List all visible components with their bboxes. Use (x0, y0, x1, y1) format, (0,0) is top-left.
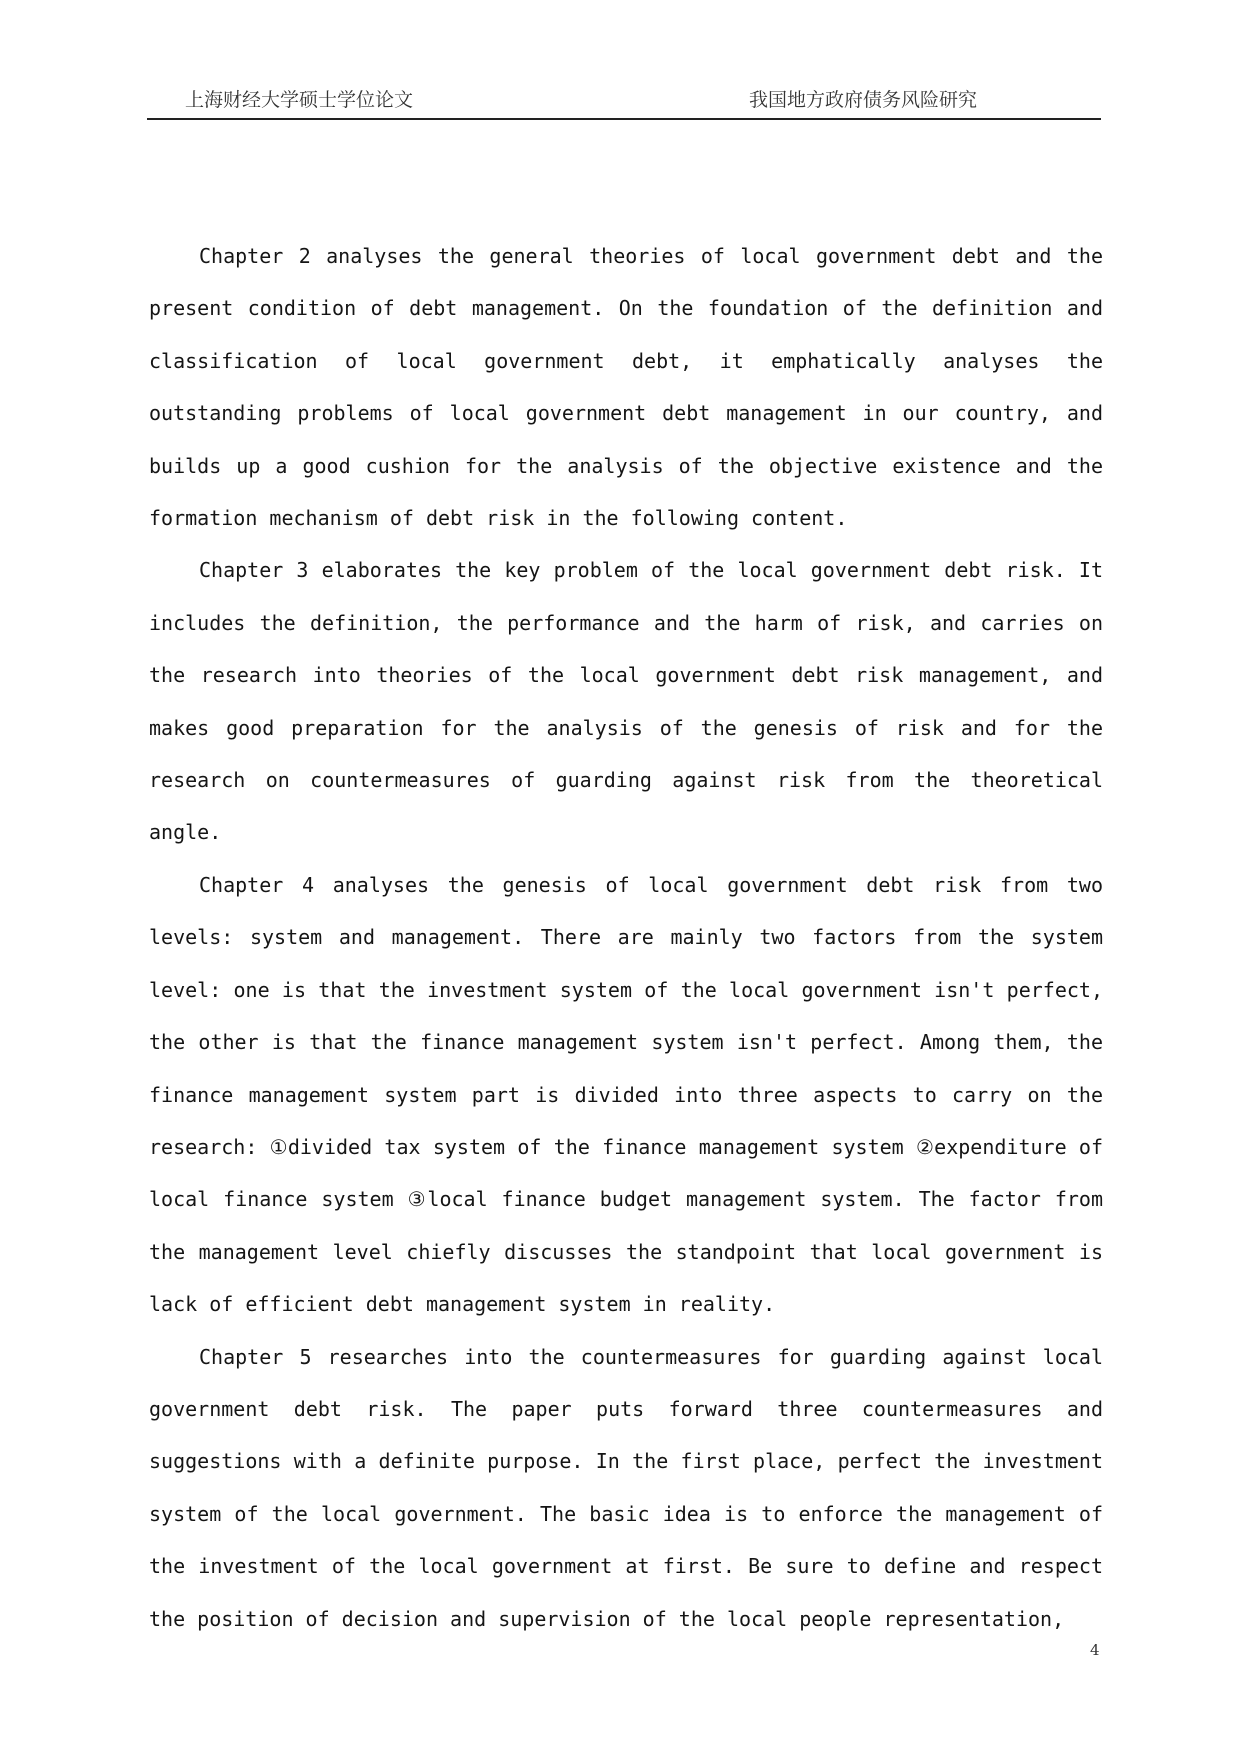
paragraph-chapter-2: Chapter 2 analyses the general theories of local government debt and the present condition of debt management. On the foundation of the definition and classification of local government debt, it emphatically analyses the outstanding problems of local government debt management in our country, and builds up a good cushion for the analysis of the objective existence and the formation mechanism of debt risk in the following content. (149, 244, 1103, 531)
page-number: 4 (1090, 1641, 1100, 1659)
paragraph-chapter-5: Chapter 5 researches into the countermeasures for guarding against local government debt risk. The paper puts forward three countermeasures and suggestions with a definite purpose. In the first place, perfect the investment system of the local government. The basic idea is to enforce the management of the investment of the local government at first. Be sure to define and respect the position of decision and supervision of the local people representation, (149, 1344, 1103, 1631)
paragraph-chapter-4: Chapter 4 analyses the genesis of local government debt risk from two levels: system and management. There are mainly two factors from the system level: one is that the investment system of the local government isn't perfect, the other is that the finance management system isn't perfect. Among them, the finance management system part is divided into three aspects to carry on the research: ①divided tax system of the finance management system ②expenditure of local finance system ③local finance budget management system. The factor from the management level chiefly discusses the standpoint that local government is lack of efficient debt management system in reality. (149, 872, 1103, 1317)
paragraph-chapter-3: Chapter 3 elaborates the key problem of the local government debt risk. It includes the definition, the performance and the harm of risk, and carries on the research into theories of the local government debt risk management, and makes good preparation for the analysis of the genesis of risk and for the research on countermeasures of guarding against risk from the theoretical angle. (149, 558, 1103, 845)
body-text (149, 230, 1103, 1645)
header-university-title: 上海财经大学硕士学位论文 (185, 89, 414, 111)
header-thesis-title: 我国地方政府债务风险研究 (748, 89, 977, 111)
page-header (147, 88, 1101, 120)
